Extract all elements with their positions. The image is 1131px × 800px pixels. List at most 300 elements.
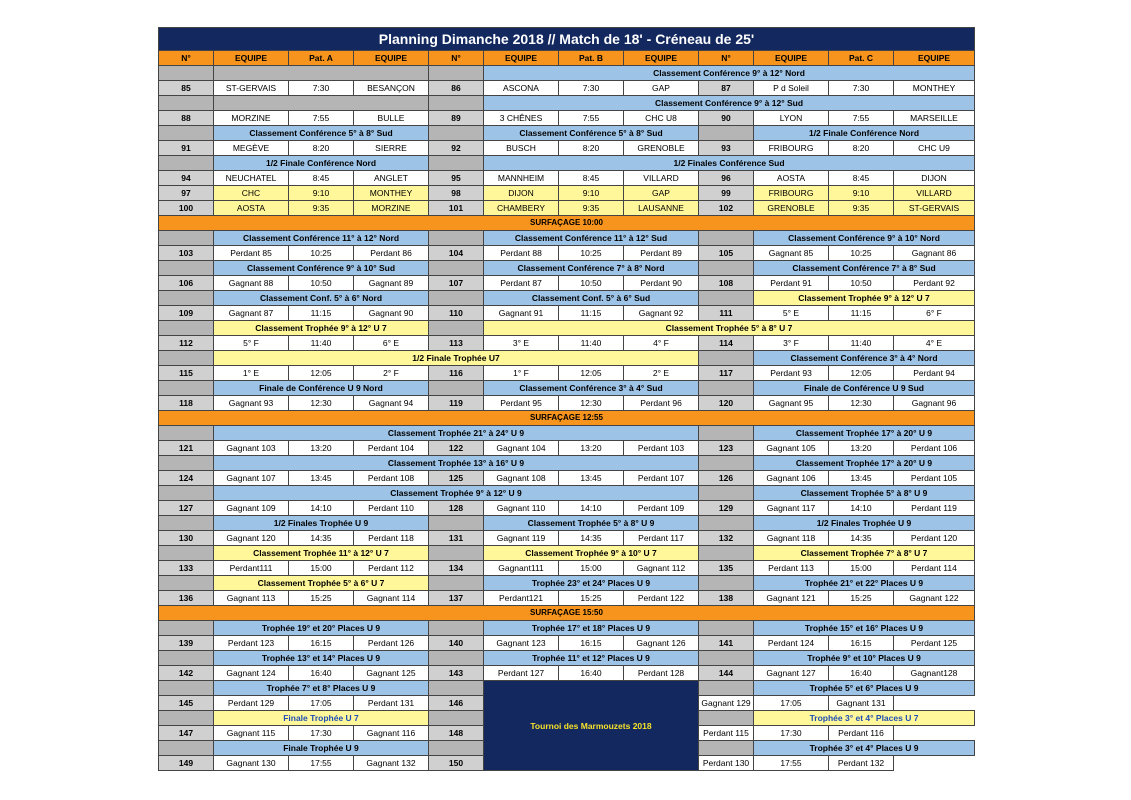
team-home: AOSTA — [214, 201, 289, 216]
team-home: Gagnant 124 — [214, 666, 289, 681]
group-label: Classement Trophée 5° à 8° U 9 — [754, 486, 975, 501]
team-home: 3° F — [754, 336, 829, 351]
column-header: Pat. B — [559, 51, 624, 66]
team-away: Perdant 131 — [354, 696, 429, 711]
team-home: P d Soleil — [754, 81, 829, 96]
team-away: Gagnant 116 — [354, 726, 429, 741]
match-row — [159, 201, 975, 216]
blank-cell — [159, 546, 214, 561]
match-number: 128 — [429, 501, 484, 516]
team-away: GAP — [624, 81, 699, 96]
match-number: 96 — [699, 171, 754, 186]
team-home: Gagnant 108 — [484, 471, 559, 486]
team-away: 4° E — [894, 336, 975, 351]
blank-cell — [159, 516, 214, 531]
match-row — [159, 336, 975, 351]
match-number: 95 — [429, 171, 484, 186]
team-away: Gagnant 94 — [354, 396, 429, 411]
team-home: FRIBOURG — [754, 141, 829, 156]
team-away: MARSEILLE — [894, 111, 975, 126]
match-time: 15:00 — [829, 561, 894, 576]
match-number: 97 — [159, 186, 214, 201]
team-away: Perdant 120 — [894, 531, 975, 546]
match-time: 11:15 — [289, 306, 354, 321]
team-away: Perdant 96 — [624, 396, 699, 411]
group-label: 1/2 Finales Trophée U 9 — [214, 516, 429, 531]
match-time: 14:35 — [289, 531, 354, 546]
match-time: 9:35 — [559, 201, 624, 216]
match-number: 109 — [159, 306, 214, 321]
match-time: 15:25 — [829, 591, 894, 606]
team-away: SIERRE — [354, 141, 429, 156]
blank-cell — [429, 576, 484, 591]
team-home: Gagnant 129 — [699, 696, 754, 711]
group-label: Trophée 15° et 16° Places U 9 — [754, 621, 975, 636]
match-time: 10:25 — [289, 246, 354, 261]
team-away: Perdant 122 — [624, 591, 699, 606]
match-row — [159, 531, 975, 546]
group-label: 1/2 Finale Conférence Nord — [214, 156, 429, 171]
match-time: 16:15 — [559, 636, 624, 651]
blank-cell — [699, 621, 754, 636]
team-away: Gagnant 96 — [894, 396, 975, 411]
match-time: 14:10 — [829, 501, 894, 516]
column-header: N° — [699, 51, 754, 66]
group-label-row — [159, 621, 975, 636]
match-time: 14:10 — [559, 501, 624, 516]
group-label-row — [159, 516, 975, 531]
group-label: Classement Trophée 9° à 12° U 7 — [754, 291, 975, 306]
match-time: 13:20 — [829, 441, 894, 456]
team-home: Perdant111 — [214, 561, 289, 576]
team-away: Perdant 108 — [354, 471, 429, 486]
team-home: Gagnant 130 — [214, 756, 289, 771]
team-home: AOSTA — [754, 171, 829, 186]
page-title: Planning Dimanche 2018 // Match de 18' - Créneau de 25' — [159, 28, 975, 51]
group-label: Classement Trophée 17° à 20° U 9 — [754, 426, 975, 441]
match-number: 93 — [699, 141, 754, 156]
blank-cell — [159, 126, 214, 141]
match-number: 131 — [429, 531, 484, 546]
blank-cell — [429, 741, 484, 756]
team-home: Perdant 91 — [754, 276, 829, 291]
match-number: 129 — [699, 501, 754, 516]
match-row — [159, 396, 975, 411]
team-home: Perdant 87 — [484, 276, 559, 291]
team-away: Perdant 86 — [354, 246, 429, 261]
group-label-row — [159, 456, 975, 471]
group-label: Classement Conf. 5° à 6° Sud — [484, 291, 699, 306]
match-row — [159, 591, 975, 606]
match-number: 124 — [159, 471, 214, 486]
group-label-row — [159, 546, 975, 561]
match-time: 17:05 — [754, 696, 829, 711]
match-time: 16:40 — [559, 666, 624, 681]
group-label-row — [159, 291, 975, 306]
team-home: FRIBOURG — [754, 186, 829, 201]
blank-cell — [699, 741, 754, 756]
blank-cell — [429, 126, 484, 141]
match-number: 123 — [699, 441, 754, 456]
group-label: Classement Trophée 5° à 8° U 9 — [484, 516, 699, 531]
team-home: Gagnant 87 — [214, 306, 289, 321]
team-away: Gagnant 112 — [624, 561, 699, 576]
match-time: 11:15 — [829, 306, 894, 321]
team-away: Perdant 126 — [354, 636, 429, 651]
team-away: Gagnant 122 — [894, 591, 975, 606]
team-home: Gagnant 106 — [754, 471, 829, 486]
match-number: 91 — [159, 141, 214, 156]
group-label-row — [159, 126, 975, 141]
match-time: 8:45 — [559, 171, 624, 186]
match-time: 12:05 — [829, 366, 894, 381]
team-away: Perdant 125 — [894, 636, 975, 651]
match-time: 7:55 — [829, 111, 894, 126]
match-time: 17:30 — [754, 726, 829, 741]
team-away: Perdant 117 — [624, 531, 699, 546]
team-home: 1° E — [214, 366, 289, 381]
group-label: Trophée 23° et 24° Places U 9 — [484, 576, 699, 591]
match-number: 98 — [429, 186, 484, 201]
blank-cell — [429, 381, 484, 396]
match-time: 9:35 — [289, 201, 354, 216]
match-number: 102 — [699, 201, 754, 216]
group-label: Classement Trophée 17° à 20° U 9 — [754, 456, 975, 471]
match-row — [159, 141, 975, 156]
team-home: Perdant 124 — [754, 636, 829, 651]
team-home: 3 CHÊNES — [484, 111, 559, 126]
team-home: Gagnant 105 — [754, 441, 829, 456]
team-away: Perdant 105 — [894, 471, 975, 486]
group-label: 1/2 Finale Trophée U7 — [214, 351, 699, 366]
match-number: 144 — [699, 666, 754, 681]
blank-cell — [214, 66, 429, 81]
blank-cell — [429, 261, 484, 276]
group-label: Classement Conférence 11° à 12° Nord — [214, 231, 429, 246]
match-number: 104 — [429, 246, 484, 261]
team-home: Perdant 129 — [214, 696, 289, 711]
column-header: EQUIPE — [894, 51, 975, 66]
group-label: 1/2 Finales Trophée U 9 — [754, 516, 975, 531]
match-time: 13:45 — [289, 471, 354, 486]
team-home: Perdant 95 — [484, 396, 559, 411]
column-header: EQUIPE — [354, 51, 429, 66]
match-time: 14:35 — [559, 531, 624, 546]
blank-cell — [699, 381, 754, 396]
column-header: Pat. C — [829, 51, 894, 66]
blank-cell — [699, 486, 754, 501]
match-row — [159, 366, 975, 381]
team-home: Gagnant 117 — [754, 501, 829, 516]
group-label: Classement Trophée 21° à 24° U 9 — [214, 426, 699, 441]
team-away: Perdant 94 — [894, 366, 975, 381]
match-time: 13:45 — [829, 471, 894, 486]
blank-cell — [699, 291, 754, 306]
match-number: 142 — [159, 666, 214, 681]
match-time: 13:20 — [289, 441, 354, 456]
group-label: Classement Conférence 7° à 8° Sud — [754, 261, 975, 276]
match-time: 17:55 — [289, 756, 354, 771]
blank-cell — [159, 261, 214, 276]
match-number: 122 — [429, 441, 484, 456]
match-number: 106 — [159, 276, 214, 291]
match-time: 7:30 — [289, 81, 354, 96]
match-time: 10:50 — [559, 276, 624, 291]
group-label: Finale Trophée U 9 — [214, 741, 429, 756]
team-home: 3° E — [484, 336, 559, 351]
team-away: MONTHEY — [354, 186, 429, 201]
match-time: 8:45 — [289, 171, 354, 186]
match-time: 12:30 — [559, 396, 624, 411]
match-number: 141 — [699, 636, 754, 651]
group-label: Classement Conférence 9° à 12° Nord — [484, 66, 975, 81]
group-label: Trophée 19° et 20° Places U 9 — [214, 621, 429, 636]
group-label: Trophée 9° et 10° Places U 9 — [754, 651, 975, 666]
blank-cell — [159, 711, 214, 726]
group-label: Classement Conférence 9° à 12° Sud — [484, 96, 975, 111]
team-home: Gagnant 127 — [754, 666, 829, 681]
team-home: DIJON — [484, 186, 559, 201]
group-label-row — [159, 321, 975, 336]
blank-cell — [159, 381, 214, 396]
blank-cell — [429, 321, 484, 336]
match-row — [159, 561, 975, 576]
group-label-row — [159, 681, 975, 696]
match-time: 8:20 — [829, 141, 894, 156]
team-away: Gagnant 131 — [829, 696, 894, 711]
match-time: 15:00 — [559, 561, 624, 576]
team-home: Perdant 130 — [699, 756, 754, 771]
team-home: 5° E — [754, 306, 829, 321]
blank-cell — [429, 651, 484, 666]
match-time: 12:05 — [289, 366, 354, 381]
match-number: 94 — [159, 171, 214, 186]
team-home: CHAMBERY — [484, 201, 559, 216]
group-label: Classement Conférence 7° à 8° Nord — [484, 261, 699, 276]
match-time: 9:10 — [289, 186, 354, 201]
group-label: 1/2 Finale Conférence Nord — [754, 126, 975, 141]
match-time: 14:35 — [829, 531, 894, 546]
blank-cell — [159, 651, 214, 666]
match-number: 108 — [699, 276, 754, 291]
team-away: Gagnant 132 — [354, 756, 429, 771]
match-time: 9:10 — [559, 186, 624, 201]
column-header: N° — [159, 51, 214, 66]
team-away: 2° E — [624, 366, 699, 381]
team-away: 4° F — [624, 336, 699, 351]
team-home: 1° F — [484, 366, 559, 381]
match-row — [159, 501, 975, 516]
tournament-logo-text: Tournoi des Marmouzets 2018 — [484, 681, 699, 771]
match-number: 92 — [429, 141, 484, 156]
team-home: NEUCHATEL — [214, 171, 289, 186]
match-row — [159, 81, 975, 96]
blank-cell — [429, 681, 484, 696]
resurfacing-row: SURFAÇAGE 15:50 — [159, 606, 975, 621]
match-time: 8:20 — [289, 141, 354, 156]
match-row — [159, 171, 975, 186]
group-label-row — [159, 651, 975, 666]
match-number: 103 — [159, 246, 214, 261]
match-number: 105 — [699, 246, 754, 261]
match-row — [159, 666, 975, 681]
match-number: 132 — [699, 531, 754, 546]
match-number: 85 — [159, 81, 214, 96]
team-home: Gagnant 93 — [214, 396, 289, 411]
team-home: Gagnant 113 — [214, 591, 289, 606]
group-label: Classement Conférence 5° à 8° Sud — [214, 126, 429, 141]
match-number: 112 — [159, 336, 214, 351]
group-label-row — [159, 261, 975, 276]
team-home: Gagnant 119 — [484, 531, 559, 546]
blank-cell — [159, 456, 214, 471]
group-label: Trophée 3° et 4° Places U 7 — [754, 711, 975, 726]
team-away: Perdant 106 — [894, 441, 975, 456]
blank-cell — [159, 96, 214, 111]
group-label: Trophée 21° et 22° Places U 9 — [754, 576, 975, 591]
team-away: MORZINE — [354, 201, 429, 216]
team-away: Perdant 89 — [624, 246, 699, 261]
team-away: Perdant 92 — [894, 276, 975, 291]
group-label-row — [159, 66, 975, 81]
team-home: Perdant 127 — [484, 666, 559, 681]
match-row — [159, 111, 975, 126]
group-label-row — [159, 351, 975, 366]
group-label-row — [159, 96, 975, 111]
team-home: CHC — [214, 186, 289, 201]
team-away: Perdant 107 — [624, 471, 699, 486]
match-time: 16:40 — [289, 666, 354, 681]
match-row — [159, 636, 975, 651]
team-away: Gagnant 114 — [354, 591, 429, 606]
blank-cell — [699, 576, 754, 591]
match-time: 16:40 — [829, 666, 894, 681]
match-number: 99 — [699, 186, 754, 201]
match-number: 86 — [429, 81, 484, 96]
team-away: 2° F — [354, 366, 429, 381]
match-number: 125 — [429, 471, 484, 486]
team-away: DIJON — [894, 171, 975, 186]
team-away: GAP — [624, 186, 699, 201]
group-label: Classement Trophée 9° à 10° U 7 — [484, 546, 699, 561]
group-label: Trophée 17° et 18° Places U 9 — [484, 621, 699, 636]
blank-cell — [159, 426, 214, 441]
match-number: 138 — [699, 591, 754, 606]
group-label: Classement Conférence 9° à 10° Sud — [214, 261, 429, 276]
group-label: Classement Conf. 5° à 6° Nord — [214, 291, 429, 306]
match-number: 130 — [159, 531, 214, 546]
blank-cell — [429, 621, 484, 636]
blank-cell — [429, 546, 484, 561]
team-home: Gagnant 123 — [484, 636, 559, 651]
schedule-table — [158, 27, 975, 771]
match-number: 115 — [159, 366, 214, 381]
match-time: 15:00 — [289, 561, 354, 576]
match-time: 7:30 — [829, 81, 894, 96]
team-home: Gagnant 109 — [214, 501, 289, 516]
team-home: ST-GERVAIS — [214, 81, 289, 96]
team-away: BULLE — [354, 111, 429, 126]
team-home: Gagnant 91 — [484, 306, 559, 321]
team-home: Gagnant 107 — [214, 471, 289, 486]
team-away: Perdant 114 — [894, 561, 975, 576]
team-away: LAUSANNE — [624, 201, 699, 216]
match-time: 16:15 — [829, 636, 894, 651]
team-home: Perdant 85 — [214, 246, 289, 261]
match-number: 113 — [429, 336, 484, 351]
match-number: 145 — [159, 696, 214, 711]
match-time: 11:15 — [559, 306, 624, 321]
team-away: Gagnant 86 — [894, 246, 975, 261]
blank-cell — [159, 681, 214, 696]
group-label: Classement Trophée 13° à 16° U 9 — [214, 456, 699, 471]
team-away: GRENOBLE — [624, 141, 699, 156]
group-label: Trophée 13° et 14° Places U 9 — [214, 651, 429, 666]
blank-cell — [429, 711, 484, 726]
blank-cell — [429, 231, 484, 246]
match-number: 87 — [699, 81, 754, 96]
team-home: MANNHEIM — [484, 171, 559, 186]
column-header: EQUIPE — [484, 51, 559, 66]
team-home: BUSCH — [484, 141, 559, 156]
team-away: Perdant 90 — [624, 276, 699, 291]
match-number: 126 — [699, 471, 754, 486]
blank-cell — [159, 291, 214, 306]
blank-cell — [429, 66, 484, 81]
group-label: Classement Trophée 7° à 8° U 7 — [754, 546, 975, 561]
match-number: 88 — [159, 111, 214, 126]
team-home: Perdant 93 — [754, 366, 829, 381]
team-away: Gagnant 89 — [354, 276, 429, 291]
team-away: Gagnant 92 — [624, 306, 699, 321]
match-number: 118 — [159, 396, 214, 411]
group-label: Classement Trophée 11° à 12° U 7 — [214, 546, 429, 561]
team-away: Perdant 132 — [829, 756, 894, 771]
column-header: Pat. A — [289, 51, 354, 66]
match-time: 10:25 — [559, 246, 624, 261]
match-time: 17:30 — [289, 726, 354, 741]
match-time: 8:20 — [559, 141, 624, 156]
team-away: VILLARD — [894, 186, 975, 201]
group-label: Trophée 3° et 4° Places U 9 — [754, 741, 975, 756]
match-number: 127 — [159, 501, 214, 516]
match-time: 7:55 — [289, 111, 354, 126]
group-label: Classement Conférence 3° à 4° Sud — [484, 381, 699, 396]
team-away: 6° F — [894, 306, 975, 321]
team-home: Perdant 113 — [754, 561, 829, 576]
match-time: 11:40 — [559, 336, 624, 351]
team-home: MORZINE — [214, 111, 289, 126]
group-label-row — [159, 426, 975, 441]
group-label-row — [159, 486, 975, 501]
blank-cell — [699, 516, 754, 531]
match-number: 111 — [699, 306, 754, 321]
match-number: 89 — [429, 111, 484, 126]
team-home: Gagnant 120 — [214, 531, 289, 546]
team-away: Gagnant 90 — [354, 306, 429, 321]
match-time: 8:45 — [829, 171, 894, 186]
blank-cell — [699, 261, 754, 276]
match-time: 10:50 — [829, 276, 894, 291]
blank-cell — [159, 351, 214, 366]
blank-cell — [159, 576, 214, 591]
team-home: ASCONA — [484, 81, 559, 96]
team-home: LYON — [754, 111, 829, 126]
match-time: 9:10 — [829, 186, 894, 201]
column-header: EQUIPE — [754, 51, 829, 66]
group-label: Classement Trophée 9° à 12° U 9 — [214, 486, 699, 501]
match-number: 137 — [429, 591, 484, 606]
